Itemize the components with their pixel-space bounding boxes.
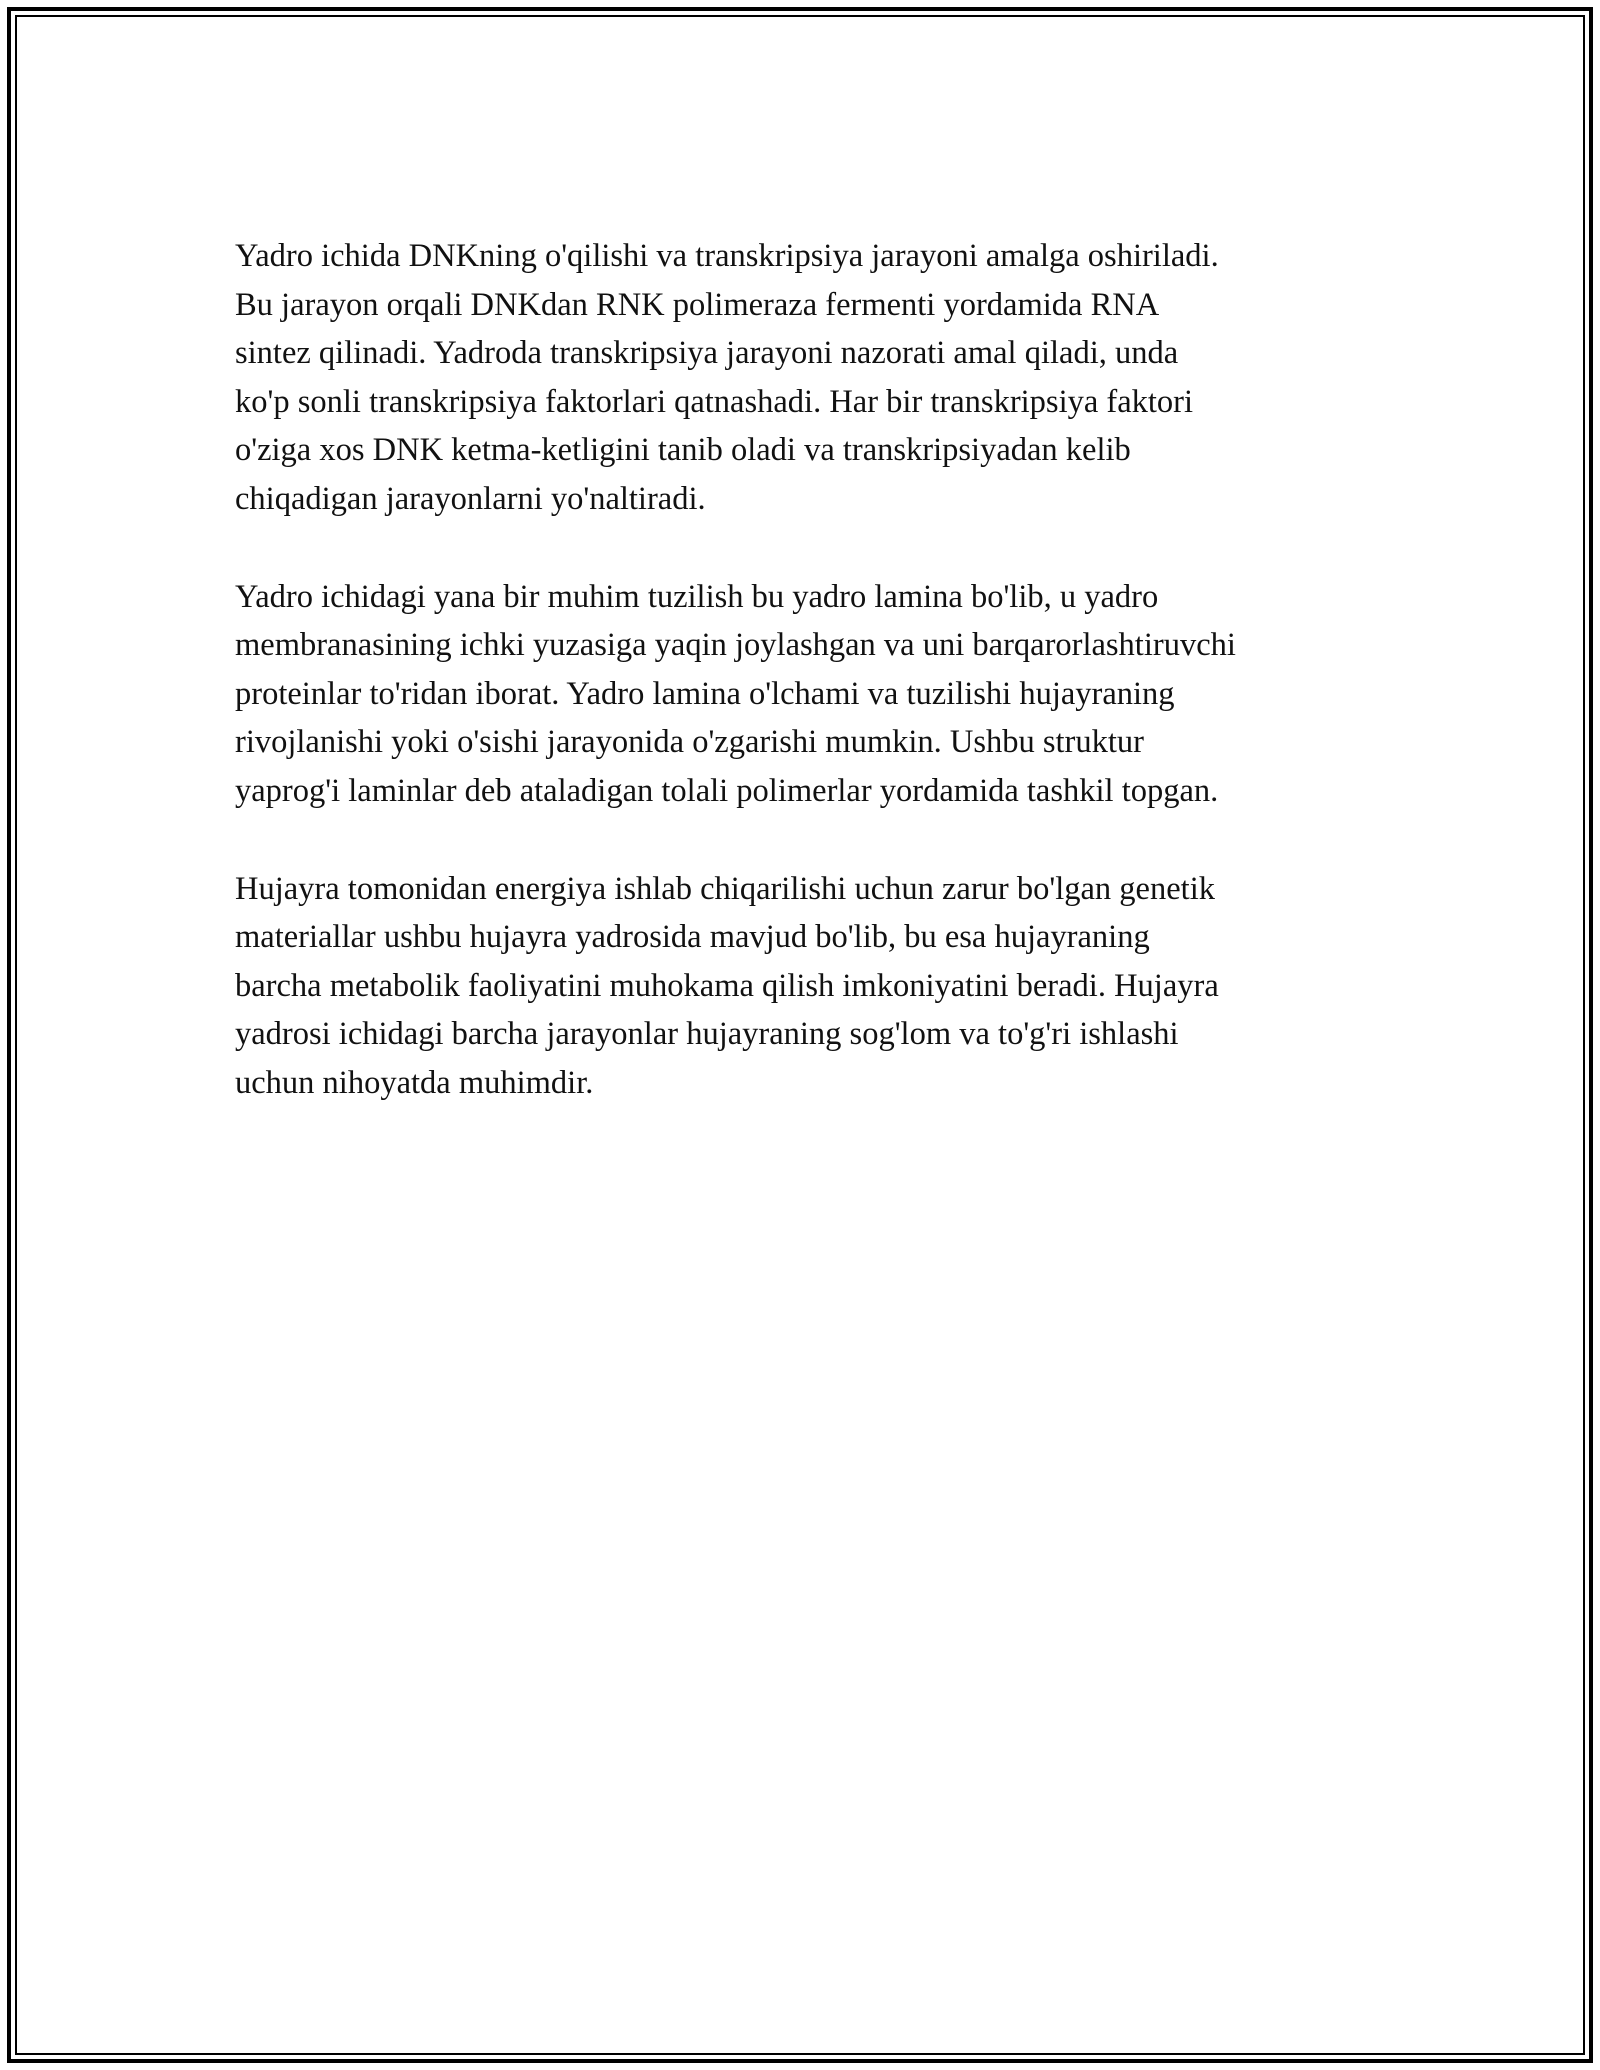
text-line: Hujayra tomonidan energiya ishlab chiqarilishi uchun zarur bo'lgan genetik: [235, 870, 1215, 907]
text-line: uchun nihoyatda muhimdir.: [235, 1064, 594, 1101]
text-line: membranasining ichki yuzasiga yaqin joylashgan va uni barqarorlashtiruvchi: [235, 627, 1236, 664]
document-body: [235, 232, 1385, 1157]
text-line: materiallar ushbu hujayra yadrosida mavjud bo'lib, bu esa hujayraning: [235, 919, 1150, 956]
paragraph-1: [235, 232, 1385, 524]
text-line: Yadro ichida DNKning o'qilishi va transkripsiya jarayoni amalga oshiriladi.: [235, 238, 1219, 274]
text-line: chiqadigan jarayonlarni yo'naltiradi.: [235, 480, 706, 517]
text-line: Yadro ichidagi yana bir muhim tuzilish bu yadro lamina bo'lib, u yadro: [235, 578, 1159, 615]
text-line: rivojlanishi yoki o'sishi jarayonida o'zgarishi mumkin. Ushbu struktur: [235, 724, 1144, 761]
text-line: o'ziga xos DNK ketma-ketligini tanib oladi va transkripsiyadan kelib: [235, 432, 1131, 469]
paragraph-3: [235, 865, 1385, 1108]
text-line: ko'p sonli transkripsiya faktorlari qatnashadi. Har bir transkripsiya faktori: [235, 383, 1194, 420]
text-line: sintez qilinadi. Yadroda transkripsiya jarayoni nazorati amal qiladi, unda: [235, 335, 1179, 372]
text-line: yaprog'i laminlar deb ataladigan tolali polimerlar yordamida tashkil topgan.: [235, 772, 1219, 809]
text-line: Bu jarayon orqali DNKdan RNK polimeraza fermenti yordamida RNA: [235, 286, 1160, 323]
text-line: proteinlar to'ridan iborat. Yadro lamina o'lchami va tuzilishi hujayraning: [235, 675, 1175, 712]
text-line: yadrosi ichidagi barcha jarayonlar hujayraning sog'lom va to'g'ri ishlashi: [235, 1016, 1179, 1053]
text-line: barcha metabolik faoliyatini muhokama qilish imkoniyatini beradi. Hujayra: [235, 967, 1219, 1004]
paragraph-2: [235, 573, 1385, 816]
